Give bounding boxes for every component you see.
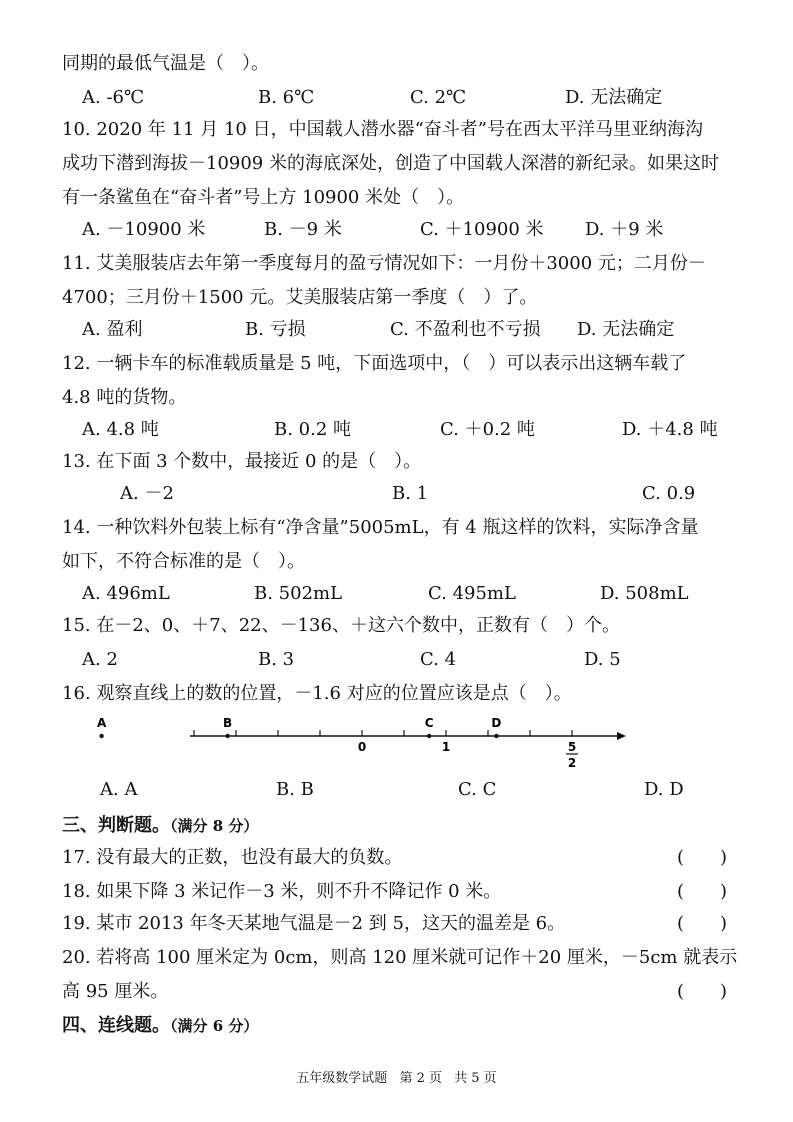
number-line-arrow: [617, 732, 626, 740]
q19-answer-paren[interactable]: ( ): [677, 913, 728, 934]
q15-option-c[interactable]: C. 4: [420, 649, 457, 670]
number-line-zero: 0: [357, 740, 367, 754]
footer-total: 共 5 页: [454, 1071, 497, 1086]
section4-score: （满分 6 分）: [170, 1017, 259, 1035]
q20-line-2: 高 95 厘米。: [62, 981, 169, 1002]
q15-option-b[interactable]: B. 3: [258, 649, 295, 670]
q10-option-c[interactable]: C. ＋10900 米: [420, 219, 544, 240]
section3-title: 三、判断题。: [62, 815, 170, 836]
q10-line-3: 有一条鲨鱼在“奋斗者”号上方 10900 米处（ ）。: [62, 187, 465, 208]
q11-option-a[interactable]: A. 盈利: [82, 319, 143, 340]
page-footer: [0, 1070, 793, 1088]
q11-option-c[interactable]: C. 不盈利也不亏损: [390, 319, 541, 340]
q14-option-d[interactable]: D. 508mL: [600, 583, 689, 604]
q19-text: 19. 某市 2013 年冬天某地气温是－2 到 5，这天的温差是 6。: [62, 913, 566, 934]
q12-option-a[interactable]: A. 4.8 吨: [82, 419, 159, 440]
number-line-point-d: [494, 734, 498, 738]
q16-option-a[interactable]: A. A: [100, 779, 138, 800]
number-line-frac-num: 5: [567, 740, 577, 754]
section4-title: 四、连线题。: [62, 1015, 170, 1036]
number-line-point-b: [225, 734, 229, 738]
q13-option-a[interactable]: A. －2: [120, 483, 174, 504]
number-line-label-c: C: [424, 716, 434, 730]
q18-text: 18. 如果下降 3 米记作－3 米，则不升不降记作 0 米。: [62, 881, 502, 902]
number-line-point-c: [427, 734, 431, 738]
q16-option-b[interactable]: B. B: [276, 779, 314, 800]
number-line-label-b: B: [223, 716, 233, 730]
q13-text: 13. 在下面 3 个数中，最接近 0 的是（ ）。: [62, 451, 422, 472]
q9-option-b[interactable]: B. 6℃: [258, 87, 315, 108]
q12-line-1: 12. 一辆卡车的标准载质量是 5 吨，下面选项中，（ ）可以表示出这辆车载了: [62, 353, 687, 374]
q10-option-a[interactable]: A. －10900 米: [82, 219, 206, 240]
section3-heading: [62, 814, 258, 838]
q14-option-b[interactable]: B. 502mL: [254, 583, 343, 604]
q15-option-d[interactable]: D. 5: [584, 649, 621, 670]
q18-answer-paren[interactable]: ( ): [677, 881, 728, 902]
q12-option-c[interactable]: C. ＋0.2 吨: [440, 419, 535, 440]
q17-text: 17. 没有最大的正数，也没有最大的负数。: [62, 847, 403, 868]
q13-option-b[interactable]: B. 1: [392, 483, 429, 504]
q17-answer-paren[interactable]: ( ): [677, 847, 728, 868]
footer-title: 五年级数学试题: [296, 1071, 388, 1086]
q20-line-1: 20. 若将高 100 厘米定为 0cm，则高 120 厘米就可记作＋20 厘米，－5cm 就表示: [62, 947, 738, 968]
q12-option-b[interactable]: B. 0.2 吨: [274, 419, 352, 440]
q16-option-d[interactable]: D. D: [644, 779, 684, 800]
q16-option-c[interactable]: C. C: [458, 779, 497, 800]
q16-text: 16. 观察直线上的数的位置，－1.6 对应的位置应该是点（ ）。: [62, 683, 572, 704]
number-line-point-a: [99, 734, 103, 738]
number-line-label-a: A: [96, 716, 107, 730]
q20-answer-paren[interactable]: ( ): [677, 981, 728, 1002]
q11-line-1: 11. 艾美服装店去年第一季度每月的盈亏情况如下：一月份＋3000 元；二月份－: [62, 253, 706, 274]
q9-option-a[interactable]: A. -6℃: [82, 87, 145, 108]
q10-line-1: 10. 2020 年 11 月 10 日，中国载人潜水器“奋斗者”号在西太平洋马里亚纳海沟: [62, 119, 703, 140]
q15-text: 15. 在－2、0、＋7、22、－136、＋这六个数中，正数有（ ）个。: [62, 615, 620, 636]
q9-text: 同期的最低气温是（ ）。: [62, 53, 269, 74]
q14-line-1: 14. 一种饮料外包装上标有“净含量”5005mL，有 4 瓶这样的饮料，实际净含量: [62, 517, 699, 538]
footer-page: 第 2 页: [399, 1071, 442, 1086]
number-line-one: 1: [441, 740, 451, 754]
number-line-frac-den: 2: [567, 756, 577, 770]
q12-line-2: 4.8 吨的货物。: [62, 387, 187, 408]
q10-option-d[interactable]: D. ＋9 米: [585, 219, 664, 240]
q15-option-a[interactable]: A. 2: [82, 649, 118, 670]
q10-line-2: 成功下潜到海拔－10909 米的海底深处，创造了中国载人深潜的新纪录。如果这时: [62, 153, 719, 174]
section4-heading: [62, 1014, 258, 1038]
q12-option-d[interactable]: D. ＋4.8 吨: [622, 419, 718, 440]
q14-option-c[interactable]: C. 495mL: [428, 583, 516, 604]
q14-line-2: 如下，不符合标准的是（ ）。: [62, 551, 305, 572]
q9-option-d[interactable]: D. 无法确定: [565, 87, 663, 108]
q11-option-d[interactable]: D. 无法确定: [577, 319, 675, 340]
q11-option-b[interactable]: B. 亏损: [245, 319, 306, 340]
q11-line-2: 4700；三月份＋1500 元。艾美服装店第一季度（ ）了。: [62, 287, 538, 308]
section3-score: （满分 8 分）: [170, 817, 259, 835]
q10-option-b[interactable]: B. －9 米: [264, 219, 342, 240]
number-line-label-d: D: [491, 716, 502, 730]
q9-option-c[interactable]: C. 2℃: [410, 87, 467, 108]
q14-option-a[interactable]: A. 496mL: [82, 583, 170, 604]
q13-option-c[interactable]: C. 0.9: [642, 483, 696, 504]
